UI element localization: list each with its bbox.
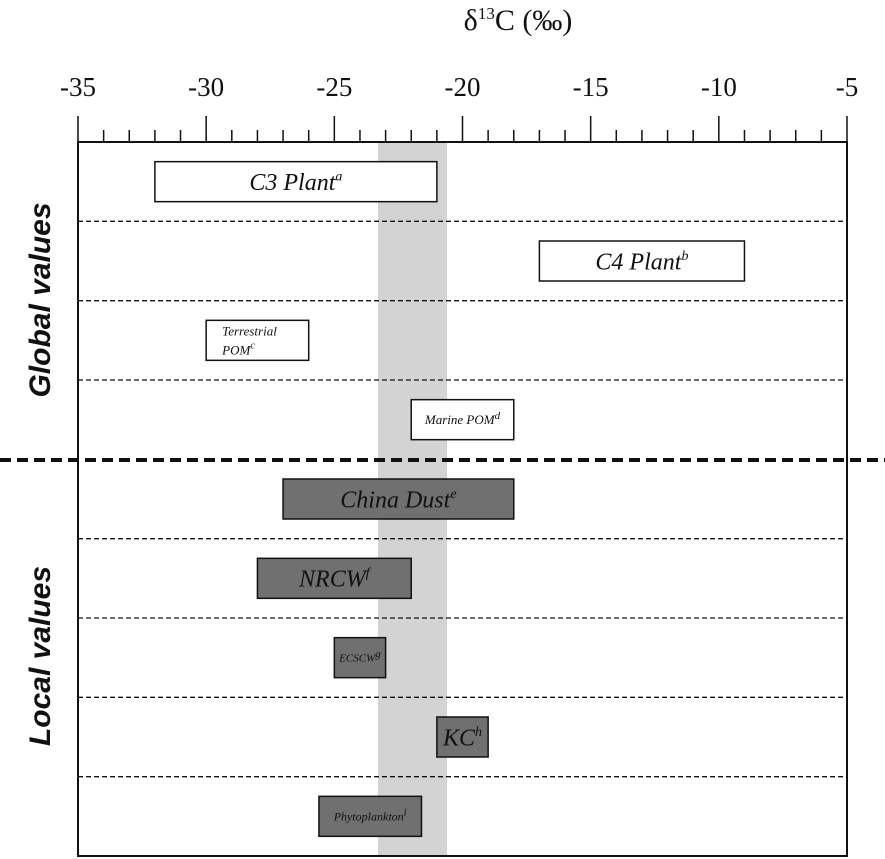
bar-label: POM$^c$ bbox=[222, 340, 255, 358]
axis-title: $\delta^{13}C$ (‰) bbox=[463, 4, 573, 37]
tick-label: -10 bbox=[700, 72, 737, 102]
bar-label: C3 Plant$^a$ bbox=[249, 169, 343, 197]
bar-label: $KC^h$ bbox=[442, 724, 483, 752]
tick-label: -25 bbox=[316, 72, 353, 102]
axis-ticks bbox=[78, 116, 847, 142]
group-label-global: Global values bbox=[24, 202, 57, 398]
bars bbox=[155, 162, 745, 837]
axis-tick-labels bbox=[60, 72, 858, 102]
bar-label: NRCW$^f$ bbox=[299, 566, 370, 593]
group-label-local: Local values bbox=[24, 565, 57, 747]
bar-label: China Dust$^e$ bbox=[340, 486, 457, 514]
bar-label: Phytoplanktoni bbox=[333, 806, 407, 824]
bar-label: ECSCWg bbox=[339, 648, 381, 665]
tick-label: -30 bbox=[188, 72, 225, 102]
tick-label: -5 bbox=[835, 72, 859, 102]
bar-label: C4 Plant$^b$ bbox=[595, 248, 689, 276]
tick-label: -35 bbox=[60, 72, 96, 102]
tick-label: -20 bbox=[444, 72, 481, 102]
bar-label: Terrestrial bbox=[222, 323, 277, 339]
bar-label: Marine POM$^d$ bbox=[424, 410, 501, 428]
tick-label: -15 bbox=[572, 72, 609, 102]
